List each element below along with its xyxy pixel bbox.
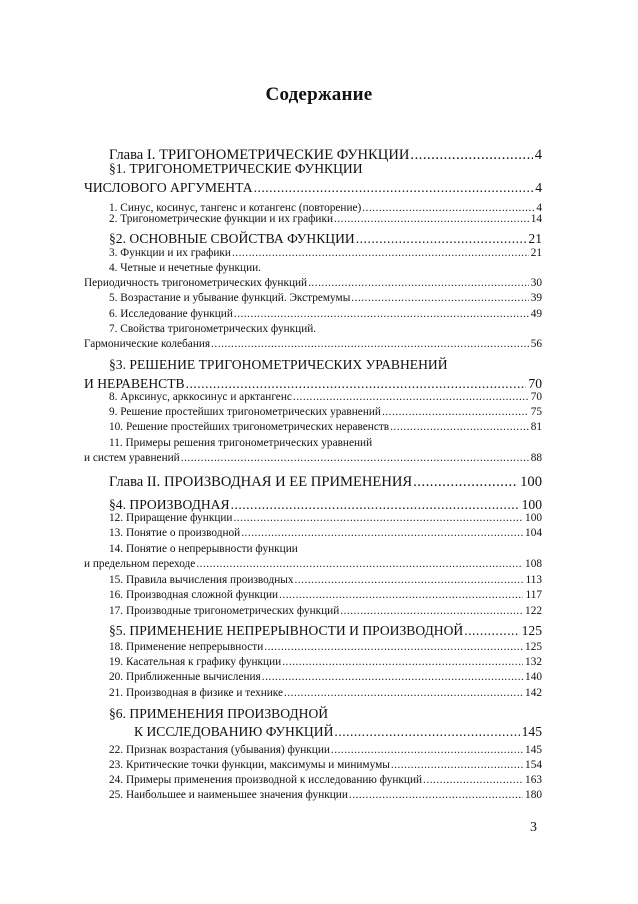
toc-item-line	[109, 745, 542, 756]
toc-item-line	[84, 559, 542, 570]
toc-entry-title: 8. Арксинус, арккосинус и арктангенс	[109, 391, 292, 403]
dot-leader	[348, 790, 523, 801]
toc-entry-page: 21	[530, 247, 542, 259]
toc-entry-title: 5. Возрастание и убывание функций. Экстремумы	[109, 292, 351, 304]
toc-entry-title: 16. Производная сложной функции	[109, 589, 279, 601]
dot-leader	[361, 203, 534, 214]
toc-item-line	[109, 214, 542, 225]
toc-entry-title: 11. Примеры решения тригонометрических уравнений	[109, 437, 373, 449]
toc-entry-page: 113	[525, 574, 542, 586]
toc-item-line	[109, 293, 542, 304]
toc-entry-title: §5. ПРИМЕНЕНИЕ НЕПРЕРЫВНОСТИ И ПРОИЗВОДНОЙ	[109, 623, 464, 638]
toc-item-line	[109, 392, 542, 403]
dot-leader	[409, 148, 532, 163]
toc-entry-title: 19. Касательная к графику функции	[109, 656, 282, 668]
dot-leader	[330, 745, 523, 756]
toc-entry-page: 100	[520, 474, 542, 490]
toc-entry-title: 7. Свойства тригонометрических функций.	[109, 323, 317, 335]
toc-section-line	[84, 377, 542, 391]
toc-entry-title: 1. Синус, косинус, тангенс и котангенс (повторение)	[109, 202, 362, 214]
toc-item-line	[109, 544, 298, 555]
toc-item-line	[109, 438, 372, 449]
dot-leader	[253, 181, 534, 195]
toc-entry-page: 30	[530, 277, 542, 289]
dot-leader	[412, 475, 518, 490]
dot-leader	[231, 248, 529, 259]
toc-entry-title: 15. Правила вычисления производных	[109, 574, 294, 586]
toc-entry-page: 142	[525, 687, 542, 699]
dot-leader	[350, 293, 528, 304]
toc-entry-page: 180	[525, 789, 542, 801]
dot-leader	[339, 606, 523, 617]
toc-item-line	[109, 309, 542, 320]
dot-leader	[185, 377, 527, 391]
toc-item-line	[109, 760, 542, 771]
dot-leader	[292, 392, 529, 403]
toc-entry-title: и предельном переходе	[84, 558, 196, 570]
dot-leader	[355, 232, 527, 246]
toc-entry-page: 49	[530, 308, 542, 320]
toc-section-line	[109, 162, 363, 176]
toc-entry-title: §3. РЕШЕНИЕ ТРИГОНОМЕТРИЧЕСКИХ УРАВНЕНИЙ	[109, 357, 448, 372]
toc-entry-title: §4. ПРОИЗВОДНАЯ	[109, 497, 230, 512]
toc-entry-page: 14	[530, 213, 542, 225]
toc-entry-title: 25. Наибольшее и наименьшее значения функции	[109, 789, 348, 801]
dot-leader	[210, 339, 529, 350]
toc-entry-title: 6. Исследование функций	[109, 308, 233, 320]
toc-item-line	[109, 513, 542, 524]
dot-leader	[390, 760, 523, 771]
toc-entry-title: 22. Признак возрастания (убывания) функции	[109, 744, 330, 756]
toc-entry-page: 4	[536, 202, 542, 214]
toc-entry-title: §2. ОСНОВНЫЕ СВОЙСТВА ФУНКЦИИ	[109, 231, 355, 246]
toc-entry-title: Периодичность тригонометрических функций	[84, 277, 308, 289]
toc-section-line	[134, 725, 542, 739]
dot-leader	[230, 498, 520, 512]
page-number: 3	[530, 820, 537, 835]
toc-item-line	[109, 790, 542, 801]
toc-item-line	[84, 453, 542, 464]
dot-leader	[307, 278, 529, 289]
toc-item-line	[109, 672, 542, 683]
dot-leader	[381, 407, 529, 418]
toc-entry-page: 140	[525, 671, 542, 683]
toc-chapter-line	[109, 475, 542, 490]
toc-entry-page: 125	[521, 623, 542, 638]
toc-entry-title: 4. Четные и нечетные функции.	[109, 262, 262, 274]
toc-entry-title: ЧИСЛОВОГО АРГУМЕНТА	[84, 180, 253, 195]
toc-section-line	[109, 624, 542, 638]
toc-entry-page: 100	[521, 497, 542, 512]
toc-entry-title: §6. ПРИМЕНЕНИЯ ПРОИЗВОДНОЙ	[109, 706, 329, 721]
toc-entry-page: 70	[530, 391, 542, 403]
toc-entry-title: 12. Приращение функции	[109, 512, 233, 524]
dot-leader	[463, 624, 519, 638]
toc-entry-title: 17. Производные тригонометрических функций	[109, 605, 340, 617]
toc-item-line	[109, 575, 542, 586]
toc-section-line	[109, 232, 542, 246]
toc-section-line	[109, 498, 542, 512]
toc-entry-title: К ИССЛЕДОВАНИЮ ФУНКЦИЙ	[134, 724, 334, 739]
toc-entry-page: 100	[525, 512, 542, 524]
toc-entry-title: 14. Понятие о непрерывности функции	[109, 543, 298, 555]
toc-entry-title: Гармонические колебания	[84, 338, 211, 350]
dot-leader	[233, 309, 529, 320]
toc-entry-title: 23. Критические точки функции, максимумы и минимумы	[109, 759, 390, 771]
toc-entry-page: 88	[530, 452, 542, 464]
toc-entry-title: 2. Тригонометрические функции и их графики	[109, 213, 334, 225]
toc-entry-page: 4	[535, 180, 542, 195]
dot-leader	[180, 453, 529, 464]
toc-item-line	[109, 642, 542, 653]
toc-entry-title: Глава II. ПРОИЗВОДНАЯ И ЕЕ ПРИМЕНЕНИЯ	[109, 474, 413, 490]
dot-leader	[240, 528, 523, 539]
toc-entry-page: 122	[525, 605, 542, 617]
toc-section-line	[109, 707, 328, 721]
toc-entry-page: 132	[525, 656, 542, 668]
dot-leader	[263, 642, 523, 653]
toc-item-line	[109, 775, 542, 786]
dot-leader	[294, 575, 524, 586]
toc-entry-page: 4	[534, 147, 542, 163]
toc-item-line	[109, 263, 261, 274]
dot-leader	[261, 672, 523, 683]
toc-item-line	[109, 528, 542, 539]
toc-section-line	[109, 358, 448, 372]
toc-entry-page: 21	[528, 231, 542, 246]
toc-entry-title: 24. Примеры применения производной к исследованию функций	[109, 774, 423, 786]
dot-leader	[389, 422, 529, 433]
toc-item-line	[109, 324, 316, 335]
toc-entry-page: 104	[525, 527, 542, 539]
dot-leader	[281, 657, 523, 668]
toc-entry-title: 21. Производная в физике и технике	[109, 687, 284, 699]
toc-entry-title: 9. Решение простейших тригонометрических уравнений	[109, 406, 381, 418]
toc-entry-title: 18. Применение непрерывности	[109, 641, 264, 653]
toc-item-line	[109, 407, 542, 418]
toc-entry-page: 163	[525, 774, 542, 786]
toc-entry-title: и систем уравнений	[84, 452, 180, 464]
toc-entry-title: 20. Приближенные вычисления	[109, 671, 261, 683]
page-title: Содержание	[265, 84, 373, 105]
toc-entry-page: 108	[525, 558, 542, 570]
toc-entry-title: §1. ТРИГОНОМЕТРИЧЕСКИЕ ФУНКЦИИ	[109, 161, 363, 176]
toc-entry-title: 3. Функции и их графики	[109, 247, 231, 259]
toc-entry-title: 13. Понятие о производной	[109, 527, 241, 539]
toc-item-line	[109, 422, 542, 433]
toc-item-line	[109, 248, 542, 259]
toc-entry-page: 70	[528, 376, 542, 391]
toc-item-line	[109, 657, 542, 668]
toc-section-line	[84, 181, 542, 195]
toc-item-line	[109, 688, 542, 699]
toc-entry-page: 145	[525, 744, 542, 756]
toc-item-line	[109, 590, 542, 601]
toc-entry-page: 39	[530, 292, 542, 304]
toc-item-line	[84, 339, 542, 350]
toc-entry-title: Глава I. ТРИГОНОМЕТРИЧЕСКИЕ ФУНКЦИИ	[109, 147, 410, 163]
toc-entry-page: 56	[530, 338, 542, 350]
toc-item-line	[84, 278, 542, 289]
dot-leader	[283, 688, 523, 699]
dot-leader	[195, 559, 523, 570]
toc-entry-page: 154	[525, 759, 542, 771]
toc-item-line	[109, 606, 542, 617]
dot-leader	[278, 590, 523, 601]
toc-entry-title: И НЕРАВЕНСТВ	[84, 376, 185, 391]
toc-entry-page: 117	[525, 589, 542, 601]
dot-leader	[422, 775, 523, 786]
toc-entry-page: 125	[525, 641, 542, 653]
toc-entry-title: 10. Решение простейших тригонометрических неравенств	[109, 421, 390, 433]
toc-entry-page: 81	[530, 421, 542, 433]
dot-leader	[232, 513, 523, 524]
dot-leader	[333, 725, 519, 739]
toc-entry-page: 75	[530, 406, 542, 418]
toc-entry-page: 145	[521, 724, 542, 739]
dot-leader	[333, 214, 529, 225]
